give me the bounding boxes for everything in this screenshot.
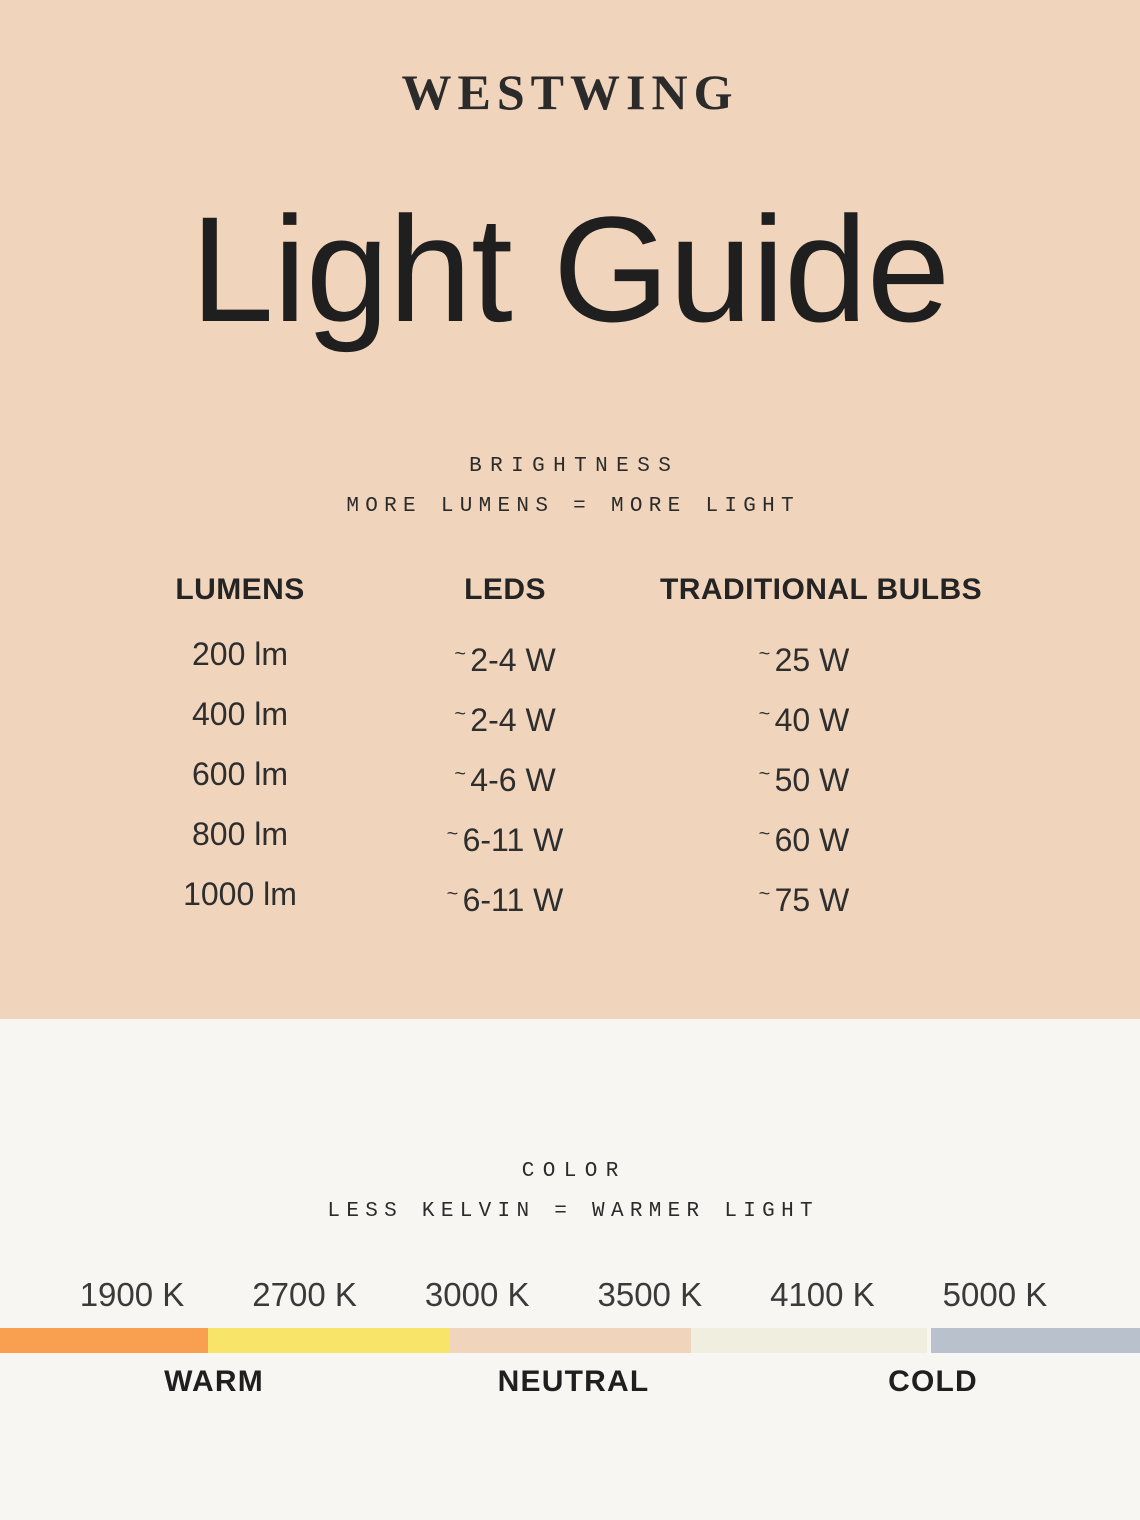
table-row xyxy=(130,814,948,860)
approx-symbol: ~ xyxy=(758,702,771,725)
table-row xyxy=(130,694,948,740)
traditional-watts: 75 W xyxy=(774,881,850,918)
kelvin-scale-labels xyxy=(72,1277,1055,1313)
kelvin-label: 1900 K xyxy=(79,1276,185,1313)
leds-value xyxy=(350,694,660,740)
temperature-label-cold: COLD xyxy=(888,1365,978,1398)
leds-watts: 4-6 W xyxy=(470,761,556,798)
approx-symbol: ~ xyxy=(758,762,771,785)
traditional-value xyxy=(660,874,948,920)
leds-value xyxy=(350,814,660,860)
table-row xyxy=(130,634,948,680)
approx-symbol: ~ xyxy=(454,643,466,665)
approx-symbol: ~ xyxy=(758,822,771,845)
page-title: Light Guide xyxy=(190,185,950,353)
color-subheading: LESS KELVIN = WARMER LIGHT xyxy=(327,1200,819,1223)
approx-symbol: ~ xyxy=(454,762,466,785)
scale-segment-neutral-peach xyxy=(450,1328,691,1353)
brand-logo: WESTWING xyxy=(401,64,739,120)
approx-symbol: ~ xyxy=(454,702,466,725)
brightness-subheading: MORE LUMENS = MORE LIGHT xyxy=(346,495,800,518)
traditional-value xyxy=(660,634,948,680)
leds-value xyxy=(350,634,660,680)
leds-watts: 2-4 W xyxy=(470,701,556,738)
scale-segment-warm-yellow xyxy=(208,1328,450,1353)
temperature-label-warm: WARM xyxy=(164,1365,264,1398)
approx-symbol: ~ xyxy=(446,882,459,905)
kelvin-label: 4100 K xyxy=(770,1276,875,1313)
table-header-leds: LEDS xyxy=(464,573,546,606)
lumens-value: 800 lm xyxy=(191,815,289,852)
lumens-value: 200 lm xyxy=(191,636,289,672)
lumens-value: 400 lm xyxy=(191,695,289,732)
kelvin-label: 3500 K xyxy=(597,1276,703,1313)
table-header-row xyxy=(130,572,983,608)
leds-watts: 6-11 W xyxy=(462,821,564,858)
scale-segment-warm-orange xyxy=(0,1328,208,1353)
temperature-label-neutral: NEUTRAL xyxy=(497,1365,650,1398)
lumens-table xyxy=(130,572,983,920)
kelvin-label: 3000 K xyxy=(424,1276,530,1313)
leds-watts: 2-4 W xyxy=(470,641,556,678)
table-header-traditional-bulbs: TRADITIONAL BULBS xyxy=(660,573,983,606)
traditional-value xyxy=(660,694,948,740)
table-row xyxy=(130,754,948,800)
color-section xyxy=(0,1019,1140,1520)
leds-value xyxy=(350,874,660,920)
kelvin-label: 5000 K xyxy=(942,1276,1048,1313)
temperature-labels xyxy=(134,1365,1013,1399)
kelvin-label: 2700 K xyxy=(252,1276,357,1313)
traditional-value xyxy=(660,754,948,800)
lumens-value: 600 lm xyxy=(191,755,289,792)
color-temperature-scale-bar xyxy=(0,1328,1140,1353)
traditional-value xyxy=(660,814,948,860)
lumens-value: 1000 lm xyxy=(183,875,297,912)
traditional-watts: 25 W xyxy=(774,641,850,678)
brightness-heading: BRIGHTNESS xyxy=(469,455,680,478)
approx-symbol: ~ xyxy=(446,822,459,845)
scale-segment-cold-bluegray xyxy=(931,1328,1140,1353)
traditional-watts: 40 W xyxy=(774,701,850,738)
color-heading: COLOR xyxy=(521,1160,627,1183)
scale-segment-neutral-cream xyxy=(691,1328,927,1353)
table-row xyxy=(130,874,948,920)
leds-watts: 6-11 W xyxy=(462,881,564,918)
leds-value xyxy=(350,754,660,800)
approx-symbol: ~ xyxy=(758,643,771,665)
approx-symbol: ~ xyxy=(758,882,771,905)
traditional-watts: 50 W xyxy=(774,761,850,798)
table-header-lumens: LUMENS xyxy=(175,573,305,606)
traditional-watts: 60 W xyxy=(774,821,850,858)
